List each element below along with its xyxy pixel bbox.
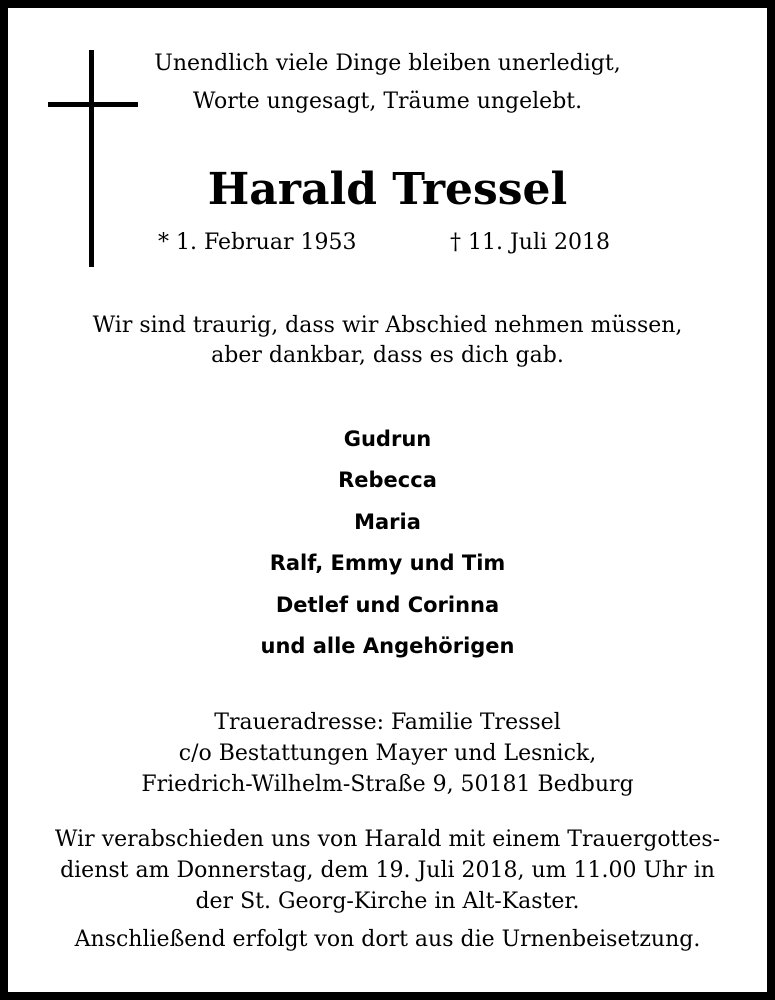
life-dates: [0, 229, 775, 257]
verse-line-2: Worte ungesagt, Träume ungelebt.: [192, 89, 583, 114]
mourner-name: Ralf, Emmy und Tim: [269, 551, 506, 575]
mourner-name: Rebecca: [338, 468, 437, 492]
verse-line-1: Unendlich viele Dinge bleiben unerledigt,: [154, 51, 621, 76]
message-line-2: aber dankbar, dass es dich gab.: [211, 343, 564, 368]
service-line-3: der St. Georg-Kirche in Alt-Kaster.: [195, 889, 580, 914]
address-line-3: Friedrich-Wilhelm-Straße 9, 50181 Bedburg: [141, 772, 634, 797]
service-line-1: Wir verabschieden uns von Harald mit einem Trauergottes-: [54, 827, 721, 852]
death-date: † 11. Juli 2018: [450, 230, 611, 255]
service-line-4: Anschließend erfolgt von dort aus die Urnenbeisetzung.: [74, 927, 701, 952]
address-line-2: c/o Bestattungen Mayer und Lesnick,: [178, 741, 597, 766]
service-line-2: dienst am Donnerstag, dem 19. Juli 2018, um 11.00 Uhr in: [60, 858, 715, 883]
birth-date: * 1. Februar 1953: [158, 230, 357, 255]
mourner-name: Gudrun: [343, 427, 432, 451]
mourner-name: Detlef und Corinna: [275, 593, 500, 617]
mourner-name: und alle Angehörigen: [260, 634, 515, 658]
message-line-1: Wir sind traurig, dass wir Abschied nehmen müssen,: [92, 313, 683, 338]
address-line-1: Traueradresse: Familie Tressel: [214, 710, 561, 735]
deceased-name: Harald Tressel: [207, 164, 568, 215]
mourner-name: Maria: [354, 510, 421, 534]
